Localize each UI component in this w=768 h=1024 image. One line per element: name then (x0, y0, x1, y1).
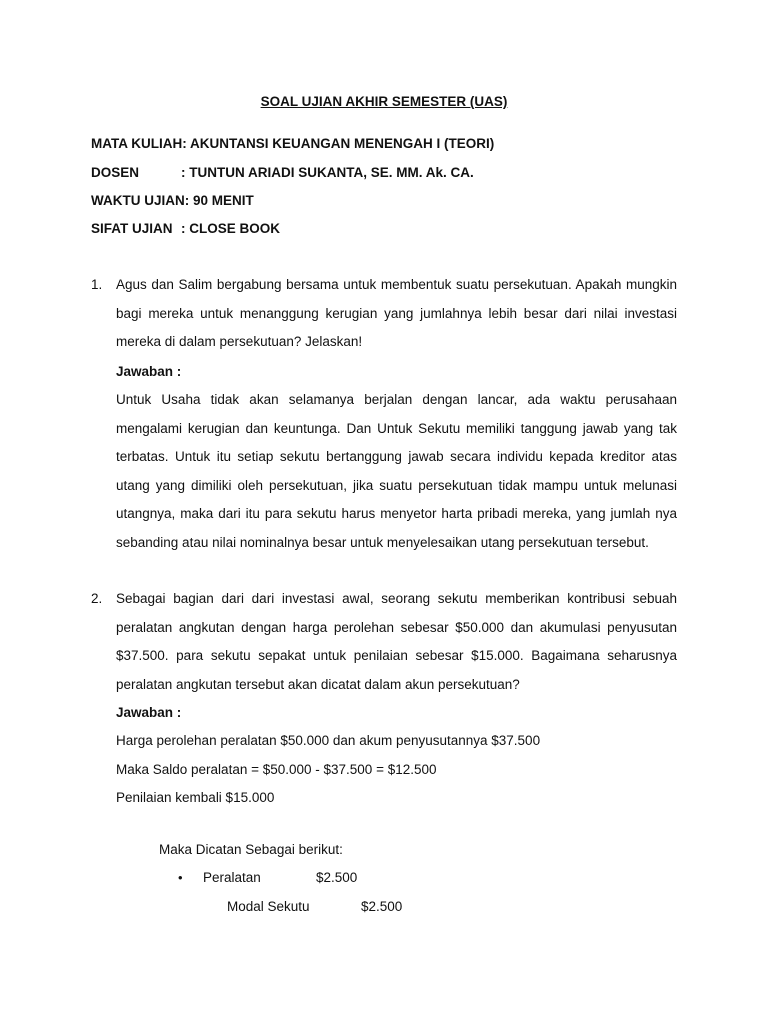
meta-lecturer (91, 165, 474, 180)
journal-credit-amount: $2.500 (361, 899, 403, 914)
question-2-answer-line-1: Harga perolehan peralatan $50.000 dan akum penyusutannya $37.500 (116, 733, 541, 748)
meta-exam-time (91, 193, 254, 208)
question-1-answer-label: Jawaban : (116, 364, 182, 379)
journal-credit-account: Modal Sekutu (227, 899, 310, 914)
question-2-text: Sebagai bagian dari dari investasi awal, seorang sekutu memberikan kontribusi sebuah peralatan angkutan dengan harga perolehan sebesar $50.000 dan akumulasi penyusutan $37.500. para sekutu sepakat untuk penilaian sebesar $15.000. Bagaimana seharusnya peralatan angkutan tersebut akan dicatat dalam akun persekutuan? (116, 591, 677, 692)
meta-exam-time-value: 90 MENIT (193, 193, 254, 208)
meta-lecturer-label: DOSEN (91, 165, 140, 180)
meta-course (91, 136, 494, 151)
journal-bullet-icon: • (178, 870, 183, 885)
journal-debit-amount: $2.500 (316, 870, 358, 885)
meta-exam-type-value: CLOSE BOOK (189, 221, 281, 236)
question-1-answer-text: Untuk Usaha tidak akan selamanya berjalan dengan lancar, ada waktu perusahaan mengalami kerugian dan keuntunga. Dan Untuk Sekutu memiliki tanggung jawab yang tak terbatas. Untuk itu setiap sekutu bertanggung jawab secara individu kepada kreditor atas utang yang dimiliki oleh persekutuan, jika suatu persekutuan tidak mampu untuk melunasi utangnya, maka dari itu para sekutu harus menyetor harta pribadi mereka, yang jumlah nya sebanding atau nilai nominalnya besar untuk menyelesaikan utang persekutuan tersebut. (116, 392, 677, 550)
question-1-text: Agus dan Salim bergabung bersama untuk membentuk suatu persekutuan. Apakah mungkin bagi mereka untuk menanggung kerugian yang jumlahnya lebih besar dari nilai investasi mereka di dalam persekutuan? Jelaskan! (116, 277, 677, 349)
meta-lecturer-value: TUNTUN ARIADI SUKANTA, SE. MM. Ak. CA. (189, 165, 474, 180)
meta-lecturer-sep: : (181, 165, 190, 180)
question-1-number: 1. (91, 277, 103, 292)
question-2-answer-line-2: Maka Saldo peralatan = $50.000 - $37.500 = $12.500 (116, 762, 437, 777)
question-2-answer-label: Jawaban : (116, 705, 182, 720)
journal-intro: Maka Dicatan Sebagai berikut: (159, 842, 343, 857)
journal-debit-account: Peralatan (203, 870, 261, 885)
meta-exam-type-label: SIFAT UJIAN (91, 221, 173, 236)
question-2-answer-line-3: Penilaian kembali $15.000 (116, 790, 275, 805)
meta-exam-time-label: WAKTU UJIAN (91, 193, 185, 208)
meta-course-label: MATA KULIAH (91, 136, 183, 151)
meta-exam-type-sep: : (181, 221, 190, 236)
meta-exam-type (91, 221, 280, 236)
document-title: SOAL UJIAN AKHIR SEMESTER (UAS) (260, 94, 508, 109)
meta-course-sep: : (182, 136, 190, 151)
meta-exam-time-sep: : (184, 193, 193, 208)
meta-course-value: AKUNTANSI KEUANGAN MENENGAH I (TEORI) (189, 136, 495, 151)
question-2-number: 2. (91, 591, 103, 606)
